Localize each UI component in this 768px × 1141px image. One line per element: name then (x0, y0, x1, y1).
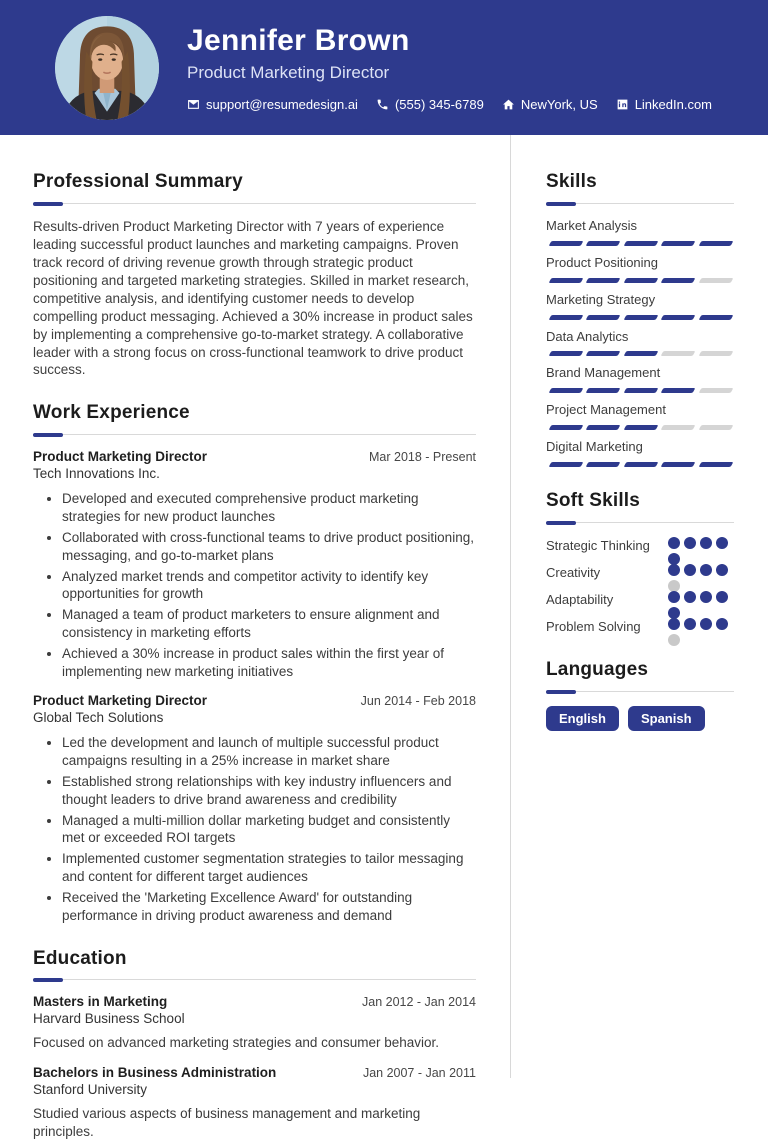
section-divider (546, 521, 734, 525)
contact-row (187, 97, 712, 112)
skill-segment-empty (698, 425, 733, 430)
skill-name: Market Analysis (546, 217, 638, 233)
job-bullet: • Implemented customer segmentation strategies to tailor messaging and content for different target audiences (62, 850, 476, 886)
email-icon (187, 98, 200, 111)
skill-segment-filled (586, 462, 621, 467)
job-company: Tech Innovations Inc. (33, 466, 160, 482)
skill-level-bar (546, 278, 734, 283)
job-bullet: • Received the 'Marketing Excellence Award' for outstanding performance in driving product awareness and demand (62, 889, 476, 925)
section-divider (33, 202, 476, 206)
job-bullet: • Managed a multi-million dollar marketing budget and consistently met or exceeded ROI targets (62, 812, 476, 848)
skill-segment-filled (661, 462, 696, 467)
section-professional-summary (33, 171, 476, 379)
contact-phone[interactable] (376, 97, 484, 112)
job-bullet: • Developed and executed comprehensive product marketing strategies for new product launches (62, 490, 476, 526)
skill-segment-filled (698, 315, 733, 320)
skill-item (546, 218, 734, 246)
job-bullet-list (33, 734, 476, 924)
school-name: Harvard Business School (33, 1011, 185, 1027)
linkedin-icon (616, 98, 629, 111)
skill-segment-filled (623, 241, 658, 246)
rating-dot-filled (684, 537, 696, 549)
school-name: Stanford University (33, 1082, 148, 1098)
education-entry (33, 1065, 476, 1141)
contact-email-text: support@resumedesign.ai (206, 96, 358, 112)
contact-linkedin[interactable] (616, 97, 712, 112)
contact-location (502, 97, 598, 112)
rating-dot-filled (716, 537, 728, 549)
job-header (33, 449, 476, 464)
skill-segment-empty (698, 278, 733, 283)
section-divider (546, 202, 734, 206)
skill-segment-filled (698, 462, 733, 467)
profile-photo (55, 16, 159, 120)
languages-heading: Languages (546, 658, 649, 680)
skill-item (546, 439, 734, 467)
home-icon (502, 98, 515, 111)
job-bullet: • Achieved a 30% increase in product sales within the first year of implementing new marketing initiatives (62, 645, 476, 681)
job-bullet: • Managed a team of product marketers to ensure alignment and consistency in marketing efforts (62, 606, 476, 642)
skill-segment-filled (549, 278, 584, 283)
job-entry (33, 449, 476, 680)
skill-item (546, 365, 734, 393)
resume-header (0, 0, 768, 135)
education-header (33, 994, 476, 1009)
rating-dot-filled (700, 537, 712, 549)
education-dates: Jan 2007 - Jan 2011 (362, 1066, 476, 1081)
sidebar-column (511, 135, 768, 1078)
rating-dot-filled (716, 618, 728, 630)
soft-skill-item (546, 537, 734, 555)
job-dates: Jun 2014 - Feb 2018 (360, 694, 476, 709)
soft-skill-item (546, 618, 734, 636)
language-badge-list (546, 706, 734, 732)
contact-email[interactable] (187, 97, 358, 112)
skill-segment-empty (661, 425, 696, 430)
skill-segment-filled (623, 315, 658, 320)
skill-segment-filled (586, 241, 621, 246)
job-entry (33, 693, 476, 924)
rating-dot-filled (716, 564, 728, 576)
education-description: Studied various aspects of business management and marketing principles. (33, 1106, 421, 1139)
rating-dot-filled (668, 537, 680, 549)
skill-segment-filled (586, 315, 621, 320)
section-languages (546, 659, 734, 731)
rating-dot-filled (700, 591, 712, 603)
contact-phone-text: (555) 345-6789 (394, 96, 484, 112)
skills-heading: Skills (546, 171, 597, 192)
skill-segment-filled (623, 351, 658, 356)
soft-skill-rating (668, 537, 734, 550)
soft-skill-name: Strategic Thinking (546, 537, 650, 553)
degree-title: Masters in Marketing (33, 994, 168, 1010)
skill-segment-filled (549, 462, 584, 467)
summary-text: Results-driven Product Marketing Director with 7 years of experience leading successful product launches and marketing campaigns. Proven track record of driving revenue growth through strategic product positioning and targeted marketing strategies. Skilled in market research, competitive analysis, and identifying customer needs to develop compelling product messaging. Achieved a 30% increase in product sales by implementing a comprehensive go-to-market strategy. A collaborative leader with a strong focus on cross-functional teamwork to drive product success. (33, 218, 473, 378)
skill-segment-filled (661, 388, 696, 393)
skill-segment-filled (623, 425, 658, 430)
soft-skill-item (546, 564, 734, 582)
skill-level-bar (546, 241, 734, 246)
job-bullet: • Led the development and launch of multiple successful product campaigns resulting in a 25% increase in market share (62, 734, 476, 770)
rating-dot-filled (684, 591, 696, 603)
skill-level-bar (546, 315, 734, 320)
job-bullet-list (33, 490, 476, 680)
rating-dot-filled (700, 618, 712, 630)
skill-segment-empty (698, 388, 733, 393)
skill-segment-filled (586, 351, 621, 356)
education-description: Focused on advanced marketing strategies and consumer behavior. (33, 1035, 439, 1051)
rating-dot-filled (668, 618, 680, 630)
job-bullet: • Established strong relationships with key industry influencers and thought leaders to drive brand awareness and credibility (62, 773, 476, 809)
skill-segment-filled (586, 425, 621, 430)
soft-skill-item (546, 591, 734, 609)
rating-dot-filled (684, 618, 696, 630)
language-badge: English (546, 706, 619, 732)
skill-level-bar (546, 388, 734, 393)
skill-name: Marketing Strategy (546, 291, 656, 307)
section-divider (546, 690, 734, 694)
rating-dot-filled (668, 591, 680, 603)
skill-segment-filled (661, 241, 696, 246)
skill-item (546, 402, 734, 430)
person-title: Product Marketing Director (187, 62, 390, 82)
section-education (33, 948, 476, 1141)
job-title: Product Marketing Director (33, 449, 208, 465)
skill-item (546, 329, 734, 357)
section-skills (546, 171, 734, 467)
skill-segment-filled (586, 388, 621, 393)
rating-dot-filled (684, 564, 696, 576)
skill-name: Digital Marketing (546, 439, 643, 455)
education-entry (33, 994, 476, 1052)
soft-skills-heading: Soft Skills (546, 490, 641, 512)
profile-photo-illustration (55, 16, 159, 120)
skill-segment-filled (623, 388, 658, 393)
job-dates: Mar 2018 - Present (369, 450, 476, 465)
phone-icon (376, 98, 389, 111)
skill-segment-filled (698, 241, 733, 246)
person-name: Jennifer Brown (187, 23, 410, 57)
job-bullet: • Analyzed market trends and competitor activity to identify key opportunities for growth (62, 568, 476, 604)
job-header (33, 693, 476, 708)
skill-name: Data Analytics (546, 328, 629, 344)
degree-title: Bachelors in Business Administration (33, 1065, 277, 1081)
education-heading: Education (33, 947, 127, 969)
rating-dot-empty (668, 634, 680, 646)
job-title: Product Marketing Director (33, 693, 208, 709)
experience-heading: Work Experience (33, 402, 190, 424)
soft-skill-name: Problem Solving (546, 618, 641, 634)
rating-dot-filled (668, 564, 680, 576)
main-column (0, 135, 511, 1139)
skill-name: Product Positioning (546, 254, 659, 270)
soft-skill-rating (668, 591, 734, 604)
skill-segment-filled (586, 278, 621, 283)
header-identity (187, 24, 712, 112)
skill-segment-filled (661, 315, 696, 320)
soft-skill-rating (668, 564, 734, 577)
rating-dot-filled (716, 591, 728, 603)
skill-segment-filled (549, 425, 584, 430)
contact-linkedin-text: LinkedIn.com (634, 96, 713, 112)
skill-segment-filled (549, 241, 584, 246)
language-badge: Spanish (628, 706, 705, 732)
resume-body (0, 135, 768, 1139)
job-company: Global Tech Solutions (33, 710, 164, 726)
skill-level-bar (546, 462, 734, 467)
skill-level-bar (546, 425, 734, 430)
soft-skill-name: Adaptability (546, 591, 614, 607)
section-soft-skills (546, 490, 734, 636)
skill-segment-empty (698, 351, 733, 356)
section-work-experience (33, 402, 476, 924)
skill-segment-filled (623, 462, 658, 467)
rating-dot-filled (700, 564, 712, 576)
skill-segment-filled (549, 388, 584, 393)
skill-segment-filled (549, 351, 584, 356)
education-dates: Jan 2012 - Jan 2014 (362, 995, 476, 1010)
contact-location-text: NewYork, US (520, 96, 598, 112)
skill-segment-filled (661, 278, 696, 283)
skill-name: Brand Management (546, 365, 661, 381)
skill-name: Project Management (546, 402, 666, 418)
skill-level-bar (546, 351, 734, 356)
skill-item (546, 292, 734, 320)
skill-segment-filled (549, 315, 584, 320)
summary-heading: Professional Summary (33, 171, 243, 192)
section-divider (33, 433, 476, 437)
skill-segment-empty (661, 351, 696, 356)
soft-skill-rating (668, 618, 734, 631)
skill-item (546, 255, 734, 283)
job-bullet: • Collaborated with cross-functional teams to drive product positioning, messaging, and go-to-market plans (62, 529, 476, 565)
soft-skill-name: Creativity (546, 564, 601, 580)
section-divider (33, 978, 476, 982)
skill-segment-filled (623, 278, 658, 283)
